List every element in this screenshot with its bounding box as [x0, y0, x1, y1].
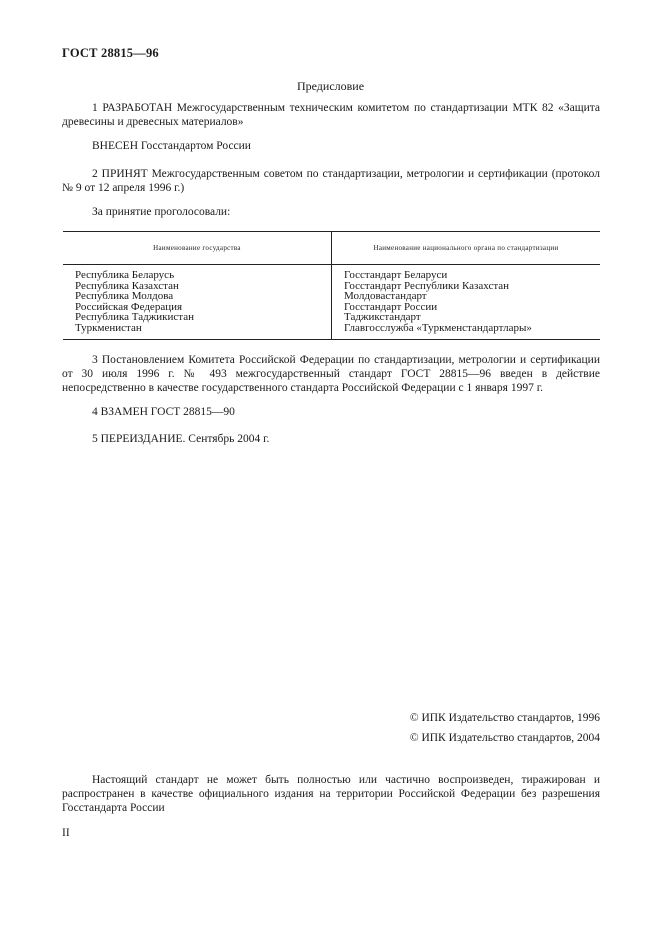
- page-number: II: [62, 827, 70, 839]
- standards-body-name: Госстандарт Республики Казахстан: [344, 279, 510, 292]
- standards-body-name: Главгосслужба «Туркменстандартлары»: [344, 321, 532, 334]
- paragraph-adopted-by: 2 ПРИНЯТ Межгосударственным советом по стандартизации, метрологии и сертификации (протокол № 9 от 12 апреля 1996 г.): [62, 168, 600, 194]
- paragraph-replaces: 4 ВЗАМЕН ГОСТ 28815—90: [92, 406, 235, 418]
- table-header-state: Наименование государства: [63, 232, 332, 265]
- state-name: Республика Таджикистан: [75, 311, 194, 323]
- paragraph-resolution: 3 Постановлением Комитета Российской Федерации по стандартизации, метрологии и сертификации от 30 июля 1996 г. № 493 межгосударственный стандарт ГОСТ 28815—96 введен в действие непосредственно в качестве государственного стандарта Российской Федерации с 1 января 1997 г.: [62, 354, 600, 394]
- copyright-2004: © ИПК Издательство стандартов, 2004: [409, 732, 600, 744]
- voting-table: [63, 231, 600, 340]
- standards-body-name: Таджикстандарт: [344, 311, 421, 323]
- state-name: Туркменистан: [75, 321, 142, 334]
- table-cell-bodies: [332, 265, 601, 340]
- copyright-1996: © ИПК Издательство стандартов, 1996: [409, 712, 600, 724]
- paragraph-voted-for: За принятие проголосовали:: [92, 206, 231, 218]
- state-name: Республика Молдова: [75, 290, 174, 302]
- paragraph-reissue: 5 ПЕРЕИЗДАНИЕ. Сентябрь 2004 г.: [92, 433, 270, 445]
- paragraph-introduced-by: ВНЕСЕН Госстандартом России: [92, 140, 251, 152]
- standards-body-name: Молдовастандарт: [344, 290, 427, 302]
- table-row: [63, 265, 600, 340]
- paragraph-developed-by: 1 РАЗРАБОТАН Межгосударственным техническим комитетом по стандартизации МТК 82 «Защита древесины и древесных материалов»: [62, 102, 600, 128]
- state-name: Республика Беларусь: [75, 269, 175, 281]
- table-header-row: [63, 232, 600, 265]
- table-header-standards-body: Наименование национального органа по стандартизации: [332, 232, 601, 265]
- paragraph-reproduction-notice: Настоящий стандарт не может быть полностью или частично воспроизведен, тиражирован и распространен в качестве официального издания на территории Российской Федерации без разрешения Госстандарта России: [62, 774, 600, 814]
- page-title: Предисловие: [296, 79, 365, 93]
- state-name: Республика Казахстан: [75, 279, 179, 292]
- standard-code: ГОСТ 28815—96: [62, 46, 159, 60]
- state-name: Российская Федерация: [75, 300, 183, 313]
- table-cell-states: [63, 265, 332, 340]
- standards-body-name: Госстандарт Беларуси: [344, 269, 448, 281]
- standards-body-name: Госстандарт России: [344, 300, 438, 313]
